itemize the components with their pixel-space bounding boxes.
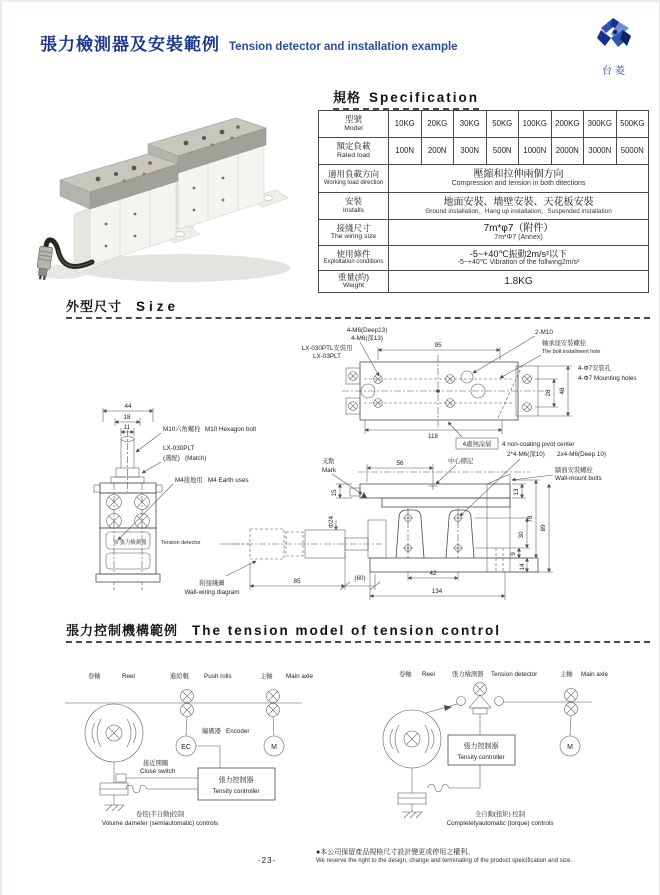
table-row [319,138,649,165]
weight-value: 1.8KG [389,271,649,293]
label-switch-en: Close switch [140,768,176,775]
page-number: -23- [258,856,277,865]
load-value: 100N [389,138,422,165]
label-earth-zh: M4接地用 [175,477,203,484]
motor-symbol: M [567,744,573,751]
load-value: 5000N [616,138,649,165]
load-value: 3000N [584,138,617,165]
table-row [319,271,649,293]
dim-134: 134 [431,588,443,595]
dim-phi24: Φ24 [328,515,335,529]
install-value-en: Ground installation、Hang up installation、Suspended installation [425,208,612,216]
label-reel-zh: 卷軸 [399,671,412,678]
label-match-en: (Match) [185,455,207,462]
label-reel-zh: 卷軸 [88,673,101,680]
row-label-en: Model [344,124,363,132]
size-heading-en: Size [136,299,180,314]
controller-label-en: Tensity controller [457,754,505,761]
company-logo-text: 台菱 [602,66,628,77]
controller-label-zh: 張力控制器 [218,777,254,784]
label-wall-zh: 牆面安裝螺栓 [555,467,593,474]
label-main-zh: 主軸 [560,671,573,678]
row-label-en: Rated load [337,151,370,159]
label-holes-zh: 4-Φ7安裝孔 [578,365,612,372]
label-encoder-zh: 編碼器 [202,728,221,735]
label-match-zh: (選配) [163,455,180,462]
label-push-zh: 進給輥 [170,673,189,680]
model-value: 100KG [519,111,552,138]
label-bearing-zh: 軸承座安裝螺栓 [542,340,587,347]
label-m6-en: 2x4-M6(Deep 10) [557,451,606,458]
load-value: 300N [454,138,487,165]
row-label-en: The wiring size [330,233,377,241]
label-main-zh: 主軸 [260,673,273,680]
row-label-zh: 型號 [344,114,362,125]
label-detector-en: Tension detector [491,671,538,678]
semiautomatic-control-diagram [65,671,313,827]
label-bearing-en: The bolt installment hole [542,349,601,355]
size-section-heading [66,296,650,319]
row-label-en: Weight [342,282,365,290]
size-drawings [30,322,652,616]
footer-note-en: We reserve the right to the design, change and terminating of the product speicification and size. [316,858,573,865]
dim-28: 28 [545,389,552,397]
page-title-en: Tension detector and installation example [229,41,458,53]
label-m6-deep-zh: 4-M6(深13) [351,335,383,342]
label-wall-en: Wall-mount bolts [555,475,602,482]
label-detector-en: Tension detector [161,540,201,546]
load-value: 2000N [551,138,584,165]
label-m6-zh: 2*4-M6(深10) [507,451,545,458]
label-center-zh: 中心標記 [448,458,474,465]
direction-value-zh: 壓縮和拉伸兩個方向 [473,168,564,180]
row-label-zh: 適用負載方向 [327,169,379,180]
condition-value-en: -5~+40℃ Vibration of the follwing2m/s² [457,259,580,267]
controller-label-en: Tensity controller [212,788,260,795]
dim-11: 11 [123,424,131,431]
row-label-zh: 安裝 [344,196,362,207]
footer-note [316,848,572,866]
row-label-en: Exploitation conditions [323,259,384,266]
page-header [40,30,458,55]
top-view-drawing [302,327,637,449]
row-label-zh: 重量(約) [337,271,370,282]
row-label-zh: 接綫尺寸 [336,222,371,233]
table-row [319,246,649,271]
dim-30: 30 [518,531,525,539]
dim-89: 89 [540,524,547,532]
footer-note-zh: ●本公司保留產品規格尺寸設計變更或停用之權利。 [316,849,475,856]
row-label-zh: 額定負載 [336,141,371,152]
label-bolt-en: M10 Hexagon bolt [205,426,257,433]
label-main-en: Main axle [286,673,313,680]
label-wiring-en: Wall-wiring diagram [184,589,240,596]
automatic-control-diagram [383,669,608,827]
label-encoder-en: Encoder [226,728,250,735]
install-value-zh: 地面安裝、墻壁安裝、天花板安裝 [443,196,594,208]
label-reel-en: Reel [422,671,435,678]
table-row [319,193,649,220]
dim-42: 42 [429,570,437,577]
label-model-a: LX-030PTL安裝用 [301,345,353,352]
dim-56: 56 [396,460,404,467]
model-value: 30KG [454,111,487,138]
model-value: 300KG [584,111,617,138]
label-mark-zh: 支點 [322,458,335,465]
dim-14: 14 [519,563,526,571]
dim-13: 13 [513,488,520,496]
label-bolt-zh: M10六角螺栓 [163,426,201,433]
dim-18: 18 [123,414,131,421]
wiring-value-zh: 7m*φ7（附件） [483,222,554,234]
specification-table [318,110,649,293]
dim-78: 78 [527,515,534,523]
label-holes-en: 4-Φ7 Mounting holes [578,375,637,382]
company-logo [586,16,644,77]
row-label-en: Working load direction [323,179,384,186]
table-row [319,111,649,138]
dim-95: 95 [434,342,442,349]
label-earth-en: M4 Earth uses [208,477,249,484]
dim-15: 15 [331,489,338,497]
label-push-en: Push rolls [204,673,232,680]
load-value: 500N [486,138,519,165]
label-coating-zh: 4處無涂層 [462,441,492,448]
dim-48: 48 [559,387,566,395]
motor-symbol: M [271,744,277,751]
spec-section-heading [333,87,479,110]
label-detector-zh: 張力檢測器 [452,671,484,678]
dim-44: 44 [124,403,132,410]
tension-control-diagrams [30,655,630,850]
side-view-drawing [184,450,606,600]
row-label-en: Installs [342,206,365,214]
product-photo [32,100,304,296]
table-row [319,220,649,246]
caption-zh: 全自動(扭矩) 控制 [474,811,526,818]
direction-value-en: Compression and tension in both ditections [451,180,586,188]
label-model: LX-030PLT [163,445,195,452]
label-switch-zh: 接近開關 [143,760,169,767]
label-detector-zh: 張力檢測器 [119,540,147,546]
model-value: 10KG [389,111,422,138]
caption-en: Volume dameter (semiautomatic) controls [101,820,219,827]
table-row [319,165,649,193]
controller-label-zh: 張力控制器 [463,743,499,750]
wiring-value-en: 7m*Φ7 (Annex) [494,234,543,242]
model-value: 20KG [421,111,454,138]
page-title: 張力檢測器及安裝範例 [40,35,220,54]
encoder-symbol: EC [181,744,191,751]
model-value: 200KG [551,111,584,138]
label-2m10: 2-M10 [535,329,553,336]
tension-section-heading [66,620,650,643]
condition-value-zh: -5~+40℃振動2m/s²以下 [469,248,568,259]
dim-60: (60) [354,575,366,582]
tension-heading-en: The tension model of tension control [192,623,502,638]
spec-heading-en: Specification [369,90,480,105]
load-value: 1000N [519,138,552,165]
front-view-drawing [94,403,256,590]
label-wiring-zh: 附接綫圖 [199,580,225,587]
size-heading-zh: 外型尺寸 [66,299,123,314]
caption-zh: 卷徑(半自動)控制 [135,811,185,818]
label-model-b: LX-03PLT [313,353,341,360]
model-value: 500KG [616,111,649,138]
label-reel-en: Reel [122,673,135,680]
caption-en: Completetyautomatic (torque) controls [446,820,554,827]
label-m6-deep-en: 4-M6(Deep13) [346,327,388,334]
row-label-zh: 使用條件 [336,248,371,259]
company-logo-icon [593,16,637,56]
label-main-en: Main axle [581,671,608,678]
dim-9: 9 [510,552,517,556]
tension-heading-zh: 張力控制機構範例 [66,623,179,638]
dim-118: 118 [427,433,439,440]
load-value: 200N [421,138,454,165]
dim-85: 85 [293,578,301,585]
label-mark-en: Mark [322,467,336,474]
model-value: 50KG [486,111,519,138]
label-coating-en: 4 non-coating pivot center [502,441,575,448]
spec-heading-zh: 規格 [333,90,362,105]
